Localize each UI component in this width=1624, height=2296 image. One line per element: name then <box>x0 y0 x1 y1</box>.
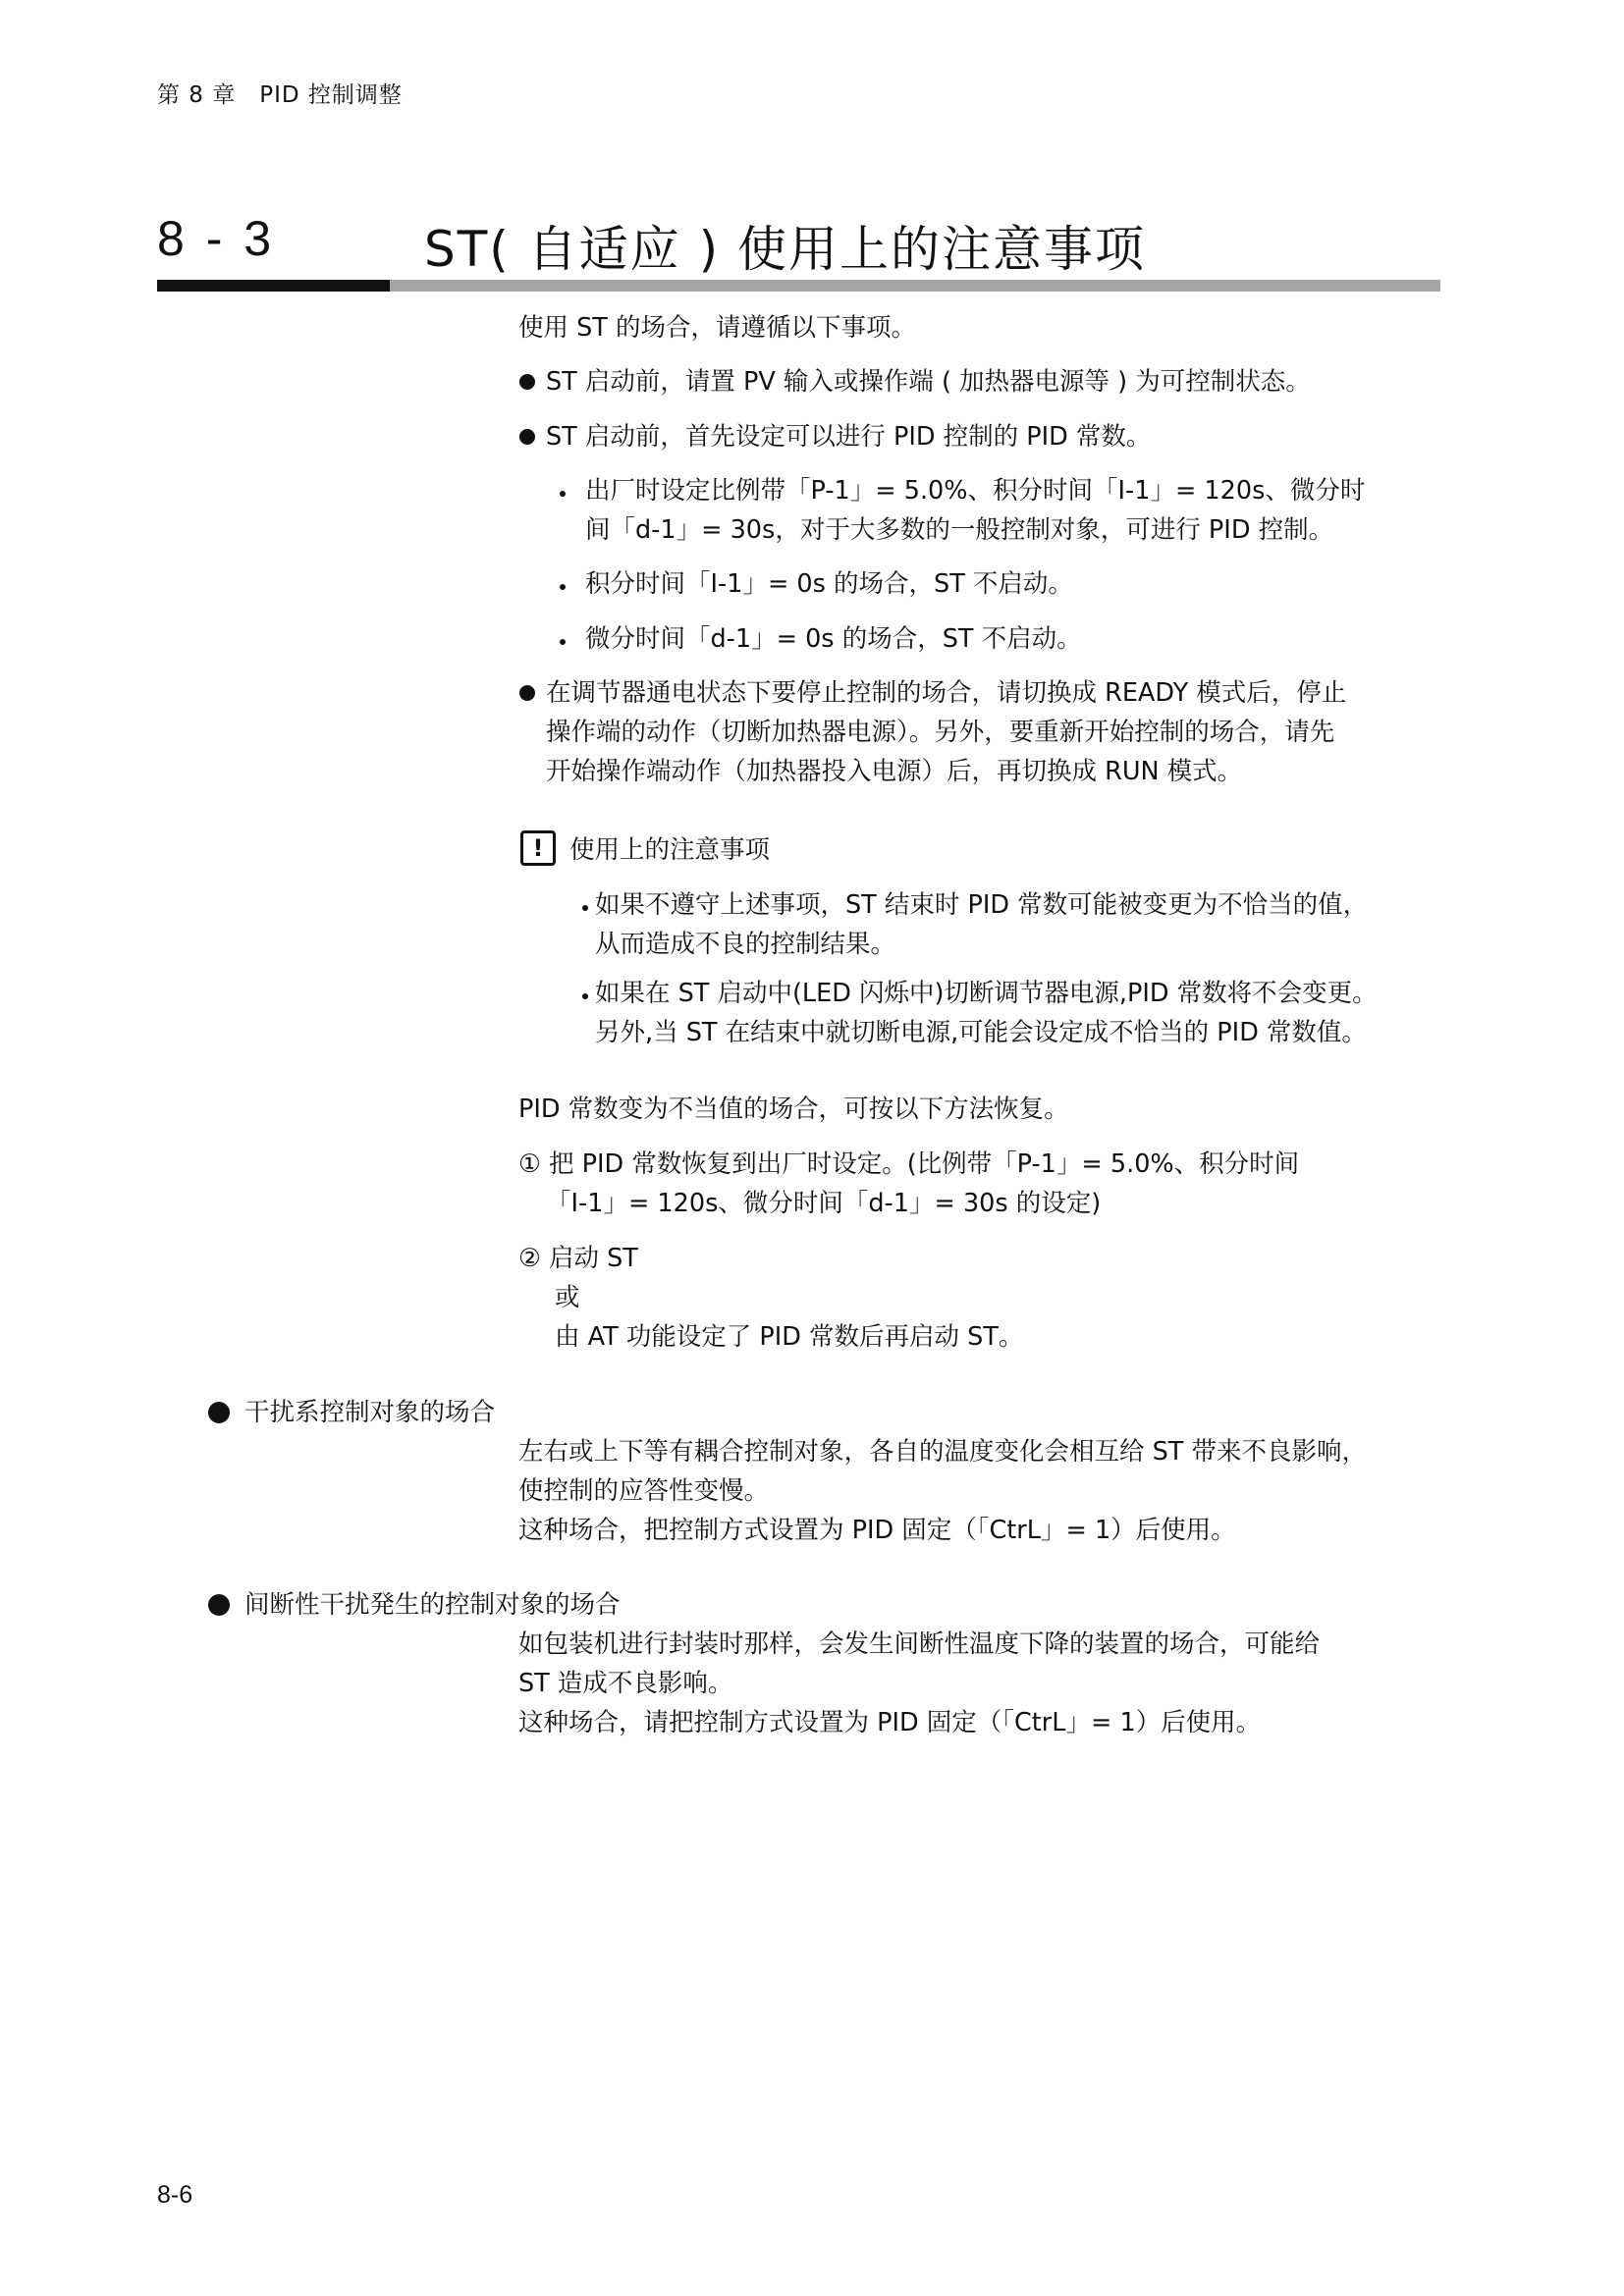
recovery-step1-line: ① 把 PID 常数恢复到出厂时设定。(比例带「P-1」= 5.0%、积分时间 <box>518 1149 1300 1179</box>
bullet-item: ST 启动前，请置 PV 输入或操作端 ( 加热器电源等 ) 为可控制状态。 <box>546 367 1311 397</box>
caution-line: 另外,当 ST 在结束中就切断电源,可能会设定成不恰当的 PID 常数值。 <box>595 1018 1367 1047</box>
caution-line: 如果不遵守上述事项，ST 结束时 PID 常数可能被变更为不恰当的值， <box>595 890 1369 920</box>
title-rule-gray <box>390 280 1440 292</box>
subitem-dot-icon <box>560 491 566 497</box>
recovery-step1-line: 「I-1」= 120s、微分时间「d-1」= 30s 的设定) <box>546 1189 1102 1218</box>
caution-line: 如果在 ST 启动中(LED 闪烁中)切断调节器电源,PID 常数将不会变更。 <box>595 979 1378 1008</box>
topic-line: 这种场合，把控制方式设置为 PID 固定（「CtrL」= 1）后使用。 <box>518 1516 1236 1545</box>
topic-heading: 间断性干扰発生的控制对象的场合 <box>244 1590 621 1620</box>
bullet-icon <box>519 374 535 390</box>
subitem-line: 出厂时设定比例带「P-1」= 5.0%、积分时间「I-1」= 120s、微分时 <box>585 476 1366 506</box>
topic-line: 这种场合，请把控制方式设置为 PID 固定（「CtrL」= 1）后使用。 <box>518 1708 1262 1737</box>
chapter-header: 第 8 章 PID 控制调整 <box>157 82 403 108</box>
topic-bullet-icon <box>208 1402 230 1423</box>
caution-dot-icon <box>582 905 588 911</box>
caution-dot-icon <box>582 993 588 999</box>
subitem-dot-icon <box>560 639 566 645</box>
subitem-line: 微分时间「d-1」= 0s 的场合，ST 不启动。 <box>585 624 1082 654</box>
topic-heading: 干扰系控制对象的场合 <box>244 1398 496 1427</box>
bullet-item: ST 启动前，首先设定可以进行 PID 控制的 PID 常数。 <box>546 422 1152 452</box>
recovery-step2-line: ② 启动 ST <box>518 1244 638 1273</box>
bullet-line: 开始操作端动作（加热器投入电源）后，再切换成 RUN 模式。 <box>546 757 1243 786</box>
bullet-line: 操作端的动作（切断加热器电源）。另外，要重新开始控制的场合，请先 <box>546 718 1335 747</box>
recovery-step2-line: 由 AT 功能设定了 PID 常数后再启动 ST。 <box>555 1322 1024 1352</box>
title-rule-dark <box>157 280 390 292</box>
intro-text: 使用 ST 的场合，请遵循以下事项。 <box>518 313 916 343</box>
caution-line: 从而造成不良的控制结果。 <box>595 930 896 959</box>
bullet-line: 在调节器通电状态下要停止控制的场合，请切换成 READY 模式后，停止 <box>546 678 1347 708</box>
section-title: ST( 自适应 ) 使用上的注意事项 <box>424 221 1146 278</box>
topic-bullet-icon <box>208 1594 230 1616</box>
caution-title: 使用上的注意事项 <box>569 835 771 865</box>
bullet-icon <box>519 429 535 445</box>
caution-icon: ! <box>520 830 556 866</box>
subitem-dot-icon <box>560 584 566 590</box>
subitem-line: 间「d-1」= 30s，对于大多数的一般控制对象，可进行 PID 控制。 <box>585 515 1334 545</box>
topic-line: 左右或上下等有耦合控制对象，各自的温度变化会相互给 ST 带来不良影响， <box>518 1437 1367 1467</box>
bullet-icon <box>519 685 535 701</box>
topic-line: 使控制的应答性变慢。 <box>518 1476 770 1506</box>
recovery-step2-line: 或 <box>555 1283 580 1312</box>
topic-line: ST 造成不良影响。 <box>518 1669 733 1698</box>
section-number: 8 - 3 <box>157 211 276 266</box>
recovery-intro: PID 常数变为不当值的场合，可按以下方法恢复。 <box>518 1095 1069 1124</box>
page-number: 8-6 <box>157 2181 193 2209</box>
subitem-line: 积分时间「I-1」= 0s 的场合，ST 不启动。 <box>585 569 1073 599</box>
topic-line: 如包装机进行封装时那样，会发生间断性温度下降的装置的场合，可能给 <box>518 1629 1321 1659</box>
